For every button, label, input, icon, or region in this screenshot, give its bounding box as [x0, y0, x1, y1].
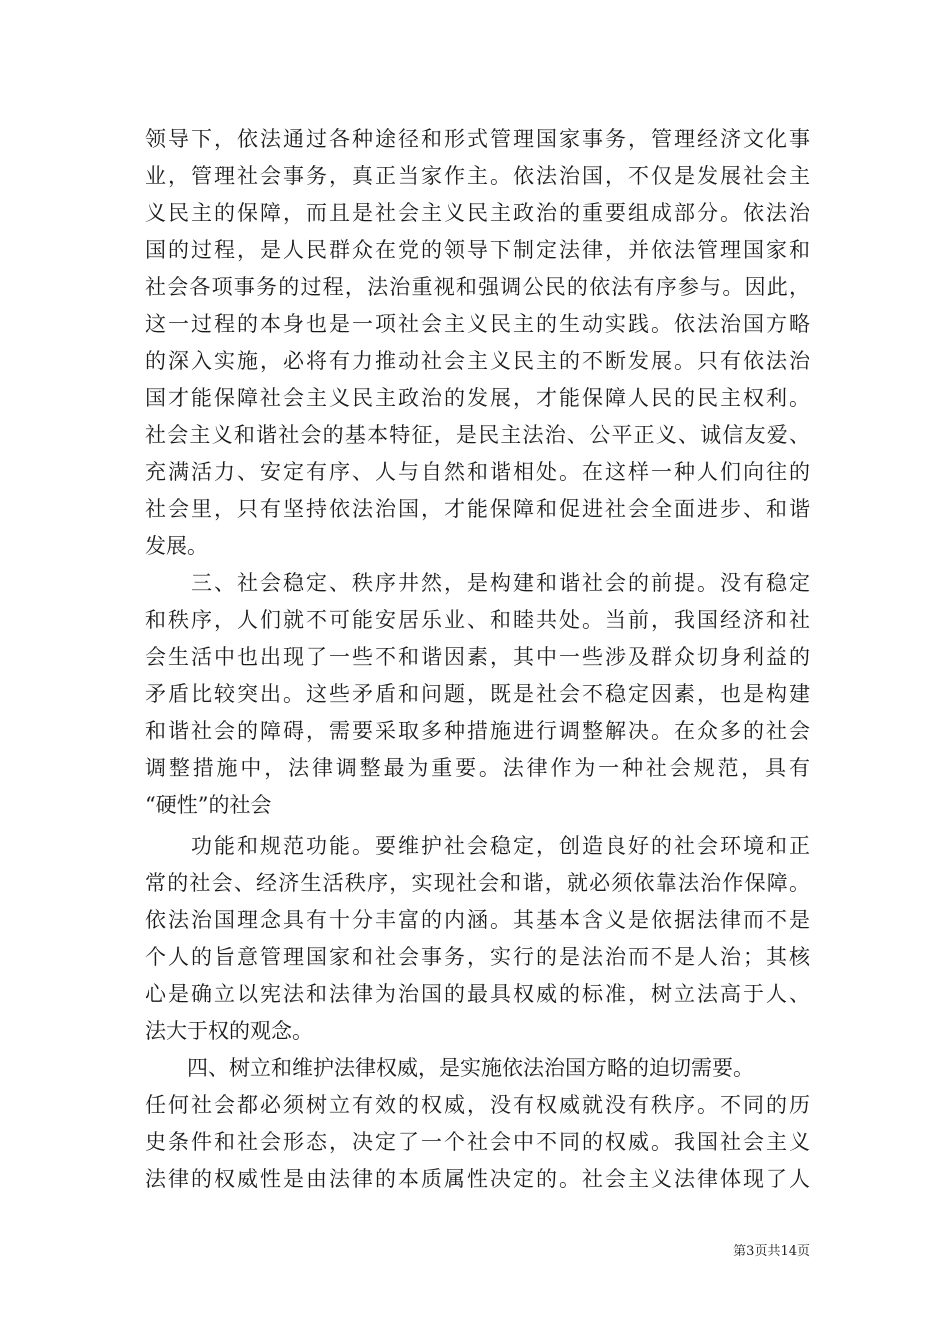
text-line: 国才能保障社会主义民主政治的发展，才能保障人民的民主权利。 — [145, 386, 810, 410]
text-line: 国的过程，是人民群众在党的领导下制定法律，并依法管理国家和 — [145, 238, 810, 262]
text-line: 史条件和社会形态，决定了一个社会中不同的权威。我国社会主义 — [145, 1130, 810, 1154]
text-line: 社会里，只有坚持依法治国，才能保障和促进社会全面进步、和谐 — [145, 497, 810, 521]
text-line: 这一过程的本身也是一项社会主义民主的生动实践。依法治国方略 — [145, 312, 810, 336]
text-line: 矛盾比较突出。这些矛盾和问题，既是社会不稳定因素，也是构建 — [145, 682, 810, 706]
text-line: 业，管理社会事务，真正当家作主。依法治国，不仅是发展社会主 — [145, 164, 810, 188]
text-line: 会生活中也出现了一些不和谐因素，其中一些涉及群众切身利益的 — [145, 645, 810, 669]
text-line: 义民主的保障，而且是社会主义民主政治的重要组成部分。依法治 — [145, 201, 810, 225]
text-line: 法大于权的观念。 — [145, 1019, 313, 1043]
text-line: 心是确立以宪法和法律为治国的最具权威的标准，树立法高于人、 — [145, 982, 810, 1006]
text-line: 社会各项事务的过程，法治重视和强调公民的依法有序参与。因此， — [145, 275, 810, 299]
text-line: 法律的权威性是由法律的本质属性决定的。社会主义法律体现了人 — [145, 1167, 810, 1191]
text-line: 的深入实施，必将有力推动社会主义民主的不断发展。只有依法治 — [145, 349, 810, 373]
page-number-footer: 第3页共14页 — [733, 1244, 810, 1259]
text-line: 和谐社会的障碍，需要采取多种措施进行调整解决。在众多的社会 — [145, 719, 810, 743]
text-line: 依法治国理念具有十分丰富的内涵。其基本含义是依据法律而不是 — [145, 908, 810, 932]
text-line: 充满活力、安定有序、人与自然和谐相处。在这样一种人们向往的 — [145, 460, 810, 484]
section-three-heading-line: 三、社会稳定、秩序井然，是构建和谐社会的前提。没有稳定 — [145, 571, 810, 595]
text-line: 调整措施中，法律调整最为重要。法律作为一种社会规范，具有 — [145, 756, 810, 780]
text-line: 任何社会都必须树立有效的权威，没有权威就没有秩序。不同的历 — [145, 1093, 810, 1117]
text-line: 和秩序，人们就不可能安居乐业、和睦共处。当前，我国经济和社 — [145, 608, 810, 632]
text-line: 社会主义和谐社会的基本特征，是民主法治、公平正义、诚信友爱、 — [145, 423, 810, 447]
text-line: 发展。 — [145, 534, 208, 558]
section-four-heading-line: 四、树立和维护法律权威，是实施依法治国方略的迫切需要。 — [145, 1056, 754, 1080]
text-line: 个人的旨意管理国家和社会事务，实行的是法治而不是人治；其核 — [145, 945, 810, 969]
text-line: 常的社会、经济生活秩序，实现社会和谐，就必须依靠法治作保障。 — [145, 871, 810, 895]
text-line: “硬性”的社会 — [145, 793, 272, 817]
text-line: 领导下，依法通过各种途径和形式管理国家事务，管理经济文化事 — [145, 127, 810, 151]
text-line: 功能和规范功能。要维护社会稳定，创造良好的社会环境和正 — [145, 834, 810, 858]
